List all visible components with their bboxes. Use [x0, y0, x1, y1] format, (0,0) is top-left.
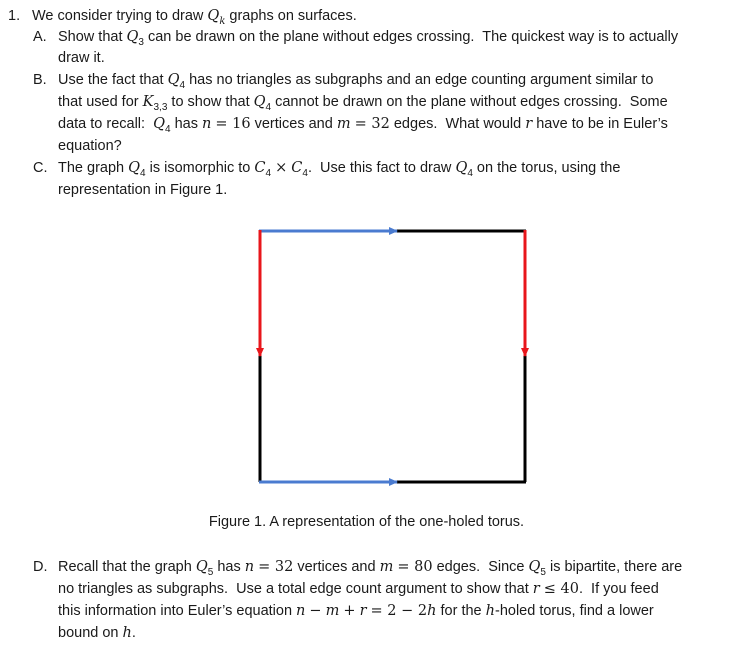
problem-intro: We consider trying to draw $Q_k$ graphs on surfaces. [32, 8, 357, 27]
figure-caption: Figure 1. A representation of the one-holed torus. [208, 514, 525, 530]
torus-figure [240, 218, 540, 498]
part-c-label: C. [33, 160, 48, 176]
problem-number: 1. [8, 8, 21, 24]
part-b-label: B. [33, 72, 47, 88]
part-d-label: D. [33, 559, 48, 575]
part-a-label: A. [33, 29, 47, 45]
